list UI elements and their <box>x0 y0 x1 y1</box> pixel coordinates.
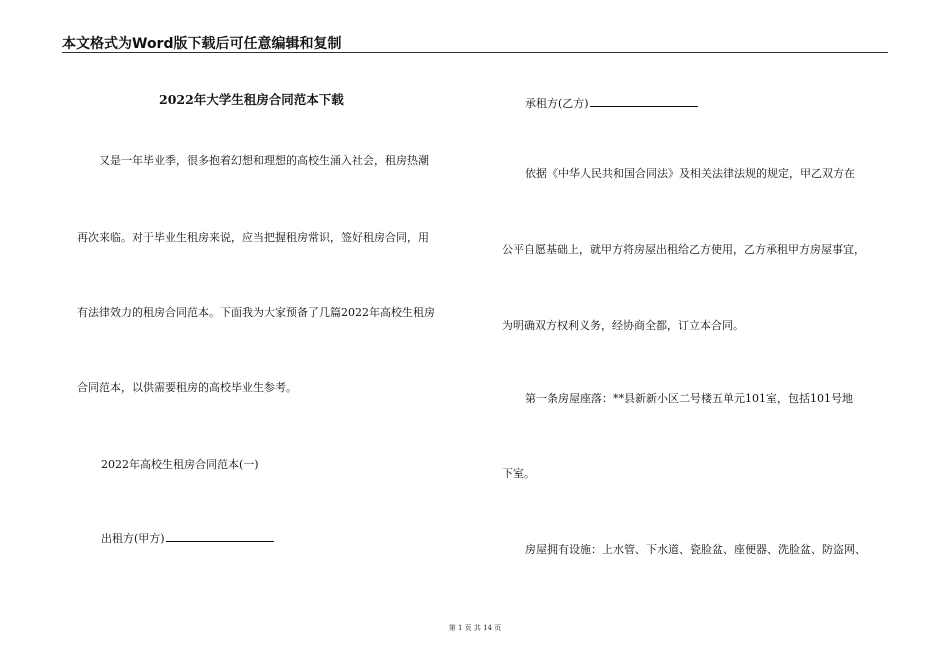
lessor-line <box>101 530 274 546</box>
document-banner: 本文格式为Word版下载后可任意编辑和复制 <box>62 36 342 52</box>
paragraph-line: 再次来临。对于毕业生租房来说，应当把握租房常识，签好租房合同，用 <box>77 231 429 244</box>
section-heading: 2022年高校生租房合同范本(一) <box>101 458 259 471</box>
lessor-label: 出租方(甲方) <box>101 532 165 545</box>
lessee-line <box>525 95 698 111</box>
paragraph-line: 依据《中华人民共和国合同法》及相关法律法规的规定，甲乙双方在 <box>525 167 855 180</box>
paragraph-line: 有法律效力的租房合同范本。下面我为大家预备了几篇2022年高校生租房 <box>77 306 435 319</box>
paragraph-line: 公平自愿基础上，就甲方将房屋出租给乙方使用，乙方承租甲方房屋事宜， <box>502 243 865 256</box>
page-number: 第 1 页 共 14 页 <box>448 624 502 632</box>
paragraph-line: 第一条房屋座落：**县新新小区二号楼五单元101室，包括101号地 <box>525 392 853 405</box>
paragraph-line: 合同范本，以供需要租房的高校毕业生参考。 <box>77 381 297 394</box>
header-rule <box>62 52 888 53</box>
paragraph-line: 又是一年毕业季，很多抱着幻想和理想的高校生涌入社会，租房热潮 <box>99 154 429 167</box>
paragraph-line: 下室。 <box>502 467 535 480</box>
lessee-blank <box>590 95 698 107</box>
paragraph-line: 为明确双方权利义务，经协商全都，订立本合同。 <box>502 319 744 332</box>
lessee-label: 承租方(乙方) <box>525 97 589 110</box>
document-title: 2022年大学生租房合同范本下载 <box>159 92 344 107</box>
paragraph-line: 房屋拥有设施：上水管、下水道、瓷脸盆、座便器、洗脸盆、防盗网、 <box>525 543 866 556</box>
lessor-blank <box>166 530 274 542</box>
